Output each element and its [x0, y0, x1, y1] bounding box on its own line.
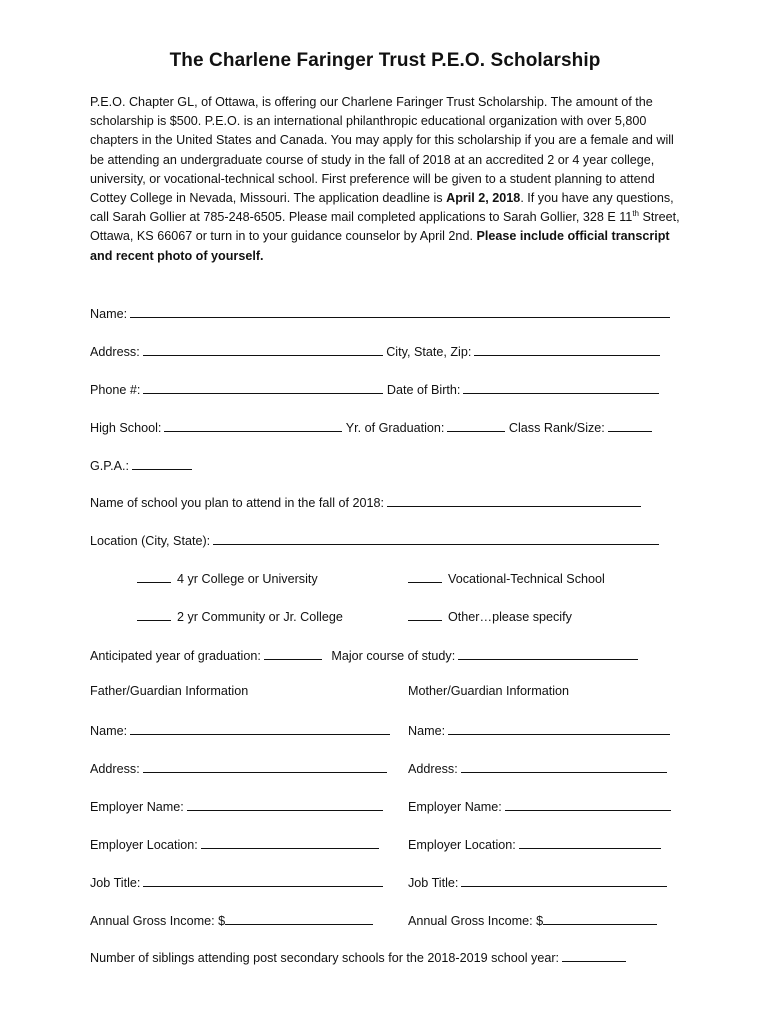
- intro-superscript: th: [632, 209, 639, 219]
- address-field[interactable]: [143, 343, 383, 356]
- intro-text-1: P.E.O. Chapter GL, of Ottawa, is offering our Charlene Faringer Trust Scholarship. The amount of the scholarship is $500. P.E.O. is an international philanthropic educational organization with over 5,800 chapters in the United States and Canada. You may apply for this scholarship if you are a female and will be attending an undergraduate course of study in the fall of 2018 at an accredited 2 or 4 year college, university, or vocational-technical school. First preference will be given to a student planning to attend Cottey College in Nevada, Missouri. The application deadline is: [90, 95, 674, 206]
- option-4yr: [137, 570, 318, 586]
- intro-paragraph: [90, 93, 682, 266]
- mother-job-title-label: Job Title:: [408, 876, 459, 890]
- name-field[interactable]: [130, 305, 670, 318]
- dob-field[interactable]: [463, 381, 659, 394]
- father-name-row: [90, 722, 390, 738]
- intro-text-2: . If you have any questions, call Sarah Gollier at 785-248-6505. Please mail completed applications to Sarah Gollier, 328 E 11: [90, 191, 674, 225]
- option-2yr-label: 2 yr Community or Jr. College: [177, 610, 343, 624]
- father-employer-name-field[interactable]: [187, 798, 383, 811]
- intro-bold-note: Please include official transcript and recent photo of yourself.: [90, 229, 670, 263]
- mother-income-field[interactable]: [543, 912, 657, 925]
- option-2yr: [137, 608, 343, 624]
- mother-name-row: [408, 722, 670, 738]
- mother-job-title-field[interactable]: [461, 874, 667, 887]
- location-field[interactable]: [213, 532, 659, 545]
- city-state-zip-label: City, State, Zip:: [386, 345, 472, 359]
- major-field[interactable]: [458, 647, 638, 660]
- option-vocational-label: Vocational-Technical School: [448, 572, 605, 586]
- gpa-field[interactable]: [132, 457, 192, 470]
- option-4yr-checkbox[interactable]: [137, 570, 171, 583]
- option-other: [408, 608, 572, 624]
- yr-graduation-field[interactable]: [447, 419, 505, 432]
- father-employer-location-row: [90, 836, 379, 852]
- name-row: [90, 305, 670, 321]
- form-title: The Charlene Faringer Trust P.E.O. Scholarship: [169, 50, 601, 71]
- mother-employer-name-row: [408, 798, 671, 814]
- father-address-label: Address:: [90, 762, 140, 776]
- high-school-field[interactable]: [164, 419, 342, 432]
- phone-label: Phone #:: [90, 383, 141, 397]
- location-row: [90, 532, 659, 548]
- school-plan-label: Name of school you plan to attend in the fall of 2018:: [90, 496, 385, 510]
- address-row: [90, 343, 660, 359]
- father-job-title-label: Job Title:: [90, 876, 141, 890]
- school-plan-row: [90, 494, 641, 510]
- gpa-label: G.P.A.:: [90, 459, 129, 473]
- father-job-title-field[interactable]: [143, 874, 383, 887]
- name-label: Name:: [90, 307, 128, 321]
- father-heading: Father/Guardian Information: [90, 684, 249, 698]
- mother-income-label: Annual Gross Income: $: [408, 914, 544, 928]
- option-vocational-checkbox[interactable]: [408, 570, 442, 583]
- father-job-title-row: [90, 874, 383, 890]
- option-vocational: [408, 570, 605, 586]
- high-school-row: [90, 419, 652, 435]
- phone-row: [90, 381, 659, 397]
- father-income-row: [90, 912, 373, 928]
- mother-job-title-row: [408, 874, 667, 890]
- siblings-label: Number of siblings attending post secondary schools for the 2018-2019 school year:: [90, 951, 560, 965]
- father-employer-name-label: Employer Name:: [90, 800, 184, 814]
- father-employer-location-label: Employer Location:: [90, 838, 198, 852]
- class-rank-label: Class Rank/Size:: [508, 421, 605, 435]
- mother-address-label: Address:: [408, 762, 458, 776]
- mother-address-field[interactable]: [461, 760, 667, 773]
- mother-income-row: [408, 912, 657, 928]
- mother-employer-location-row: [408, 836, 661, 852]
- father-name-field[interactable]: [130, 722, 390, 735]
- option-4yr-label: 4 yr College or University: [177, 572, 318, 586]
- anticipated-label: Anticipated year of graduation:: [90, 649, 261, 663]
- class-rank-field[interactable]: [608, 419, 652, 432]
- father-address-field[interactable]: [143, 760, 387, 773]
- option-other-label: Other…please specify: [448, 610, 572, 624]
- major-label: Major course of study:: [331, 649, 456, 663]
- phone-field[interactable]: [143, 381, 383, 394]
- anticipated-field[interactable]: [264, 647, 322, 660]
- father-employer-location-field[interactable]: [201, 836, 379, 849]
- city-state-zip-field[interactable]: [474, 343, 660, 356]
- father-employer-name-row: [90, 798, 383, 814]
- father-income-field[interactable]: [225, 912, 373, 925]
- mother-employer-location-label: Employer Location:: [408, 838, 516, 852]
- anticipated-row: [90, 647, 638, 663]
- location-label: Location (City, State):: [90, 534, 211, 548]
- school-plan-field[interactable]: [387, 494, 641, 507]
- mother-employer-name-field[interactable]: [505, 798, 671, 811]
- mother-employer-name-label: Employer Name:: [408, 800, 502, 814]
- option-2yr-checkbox[interactable]: [137, 608, 171, 621]
- father-address-row: [90, 760, 387, 776]
- intro-deadline: April 2, 2018: [446, 191, 521, 206]
- mother-heading: Mother/Guardian Information: [408, 684, 570, 698]
- dob-label: Date of Birth:: [386, 383, 461, 397]
- mother-address-row: [408, 760, 667, 776]
- siblings-row: [90, 949, 626, 965]
- mother-name-field[interactable]: [448, 722, 670, 735]
- intro-text-3: Street, Ottawa, KS 66067 or turn in to your guidance counselor by April 2nd.: [90, 210, 680, 244]
- high-school-label: High School:: [90, 421, 162, 435]
- siblings-field[interactable]: [562, 949, 626, 962]
- father-name-label: Name:: [90, 724, 128, 738]
- option-other-checkbox[interactable]: [408, 608, 442, 621]
- mother-name-label: Name:: [408, 724, 446, 738]
- yr-graduation-label: Yr. of Graduation:: [345, 421, 445, 435]
- gpa-row: [90, 457, 192, 473]
- address-label: Address:: [90, 345, 140, 359]
- mother-employer-location-field[interactable]: [519, 836, 661, 849]
- father-income-label: Annual Gross Income: $: [90, 914, 226, 928]
